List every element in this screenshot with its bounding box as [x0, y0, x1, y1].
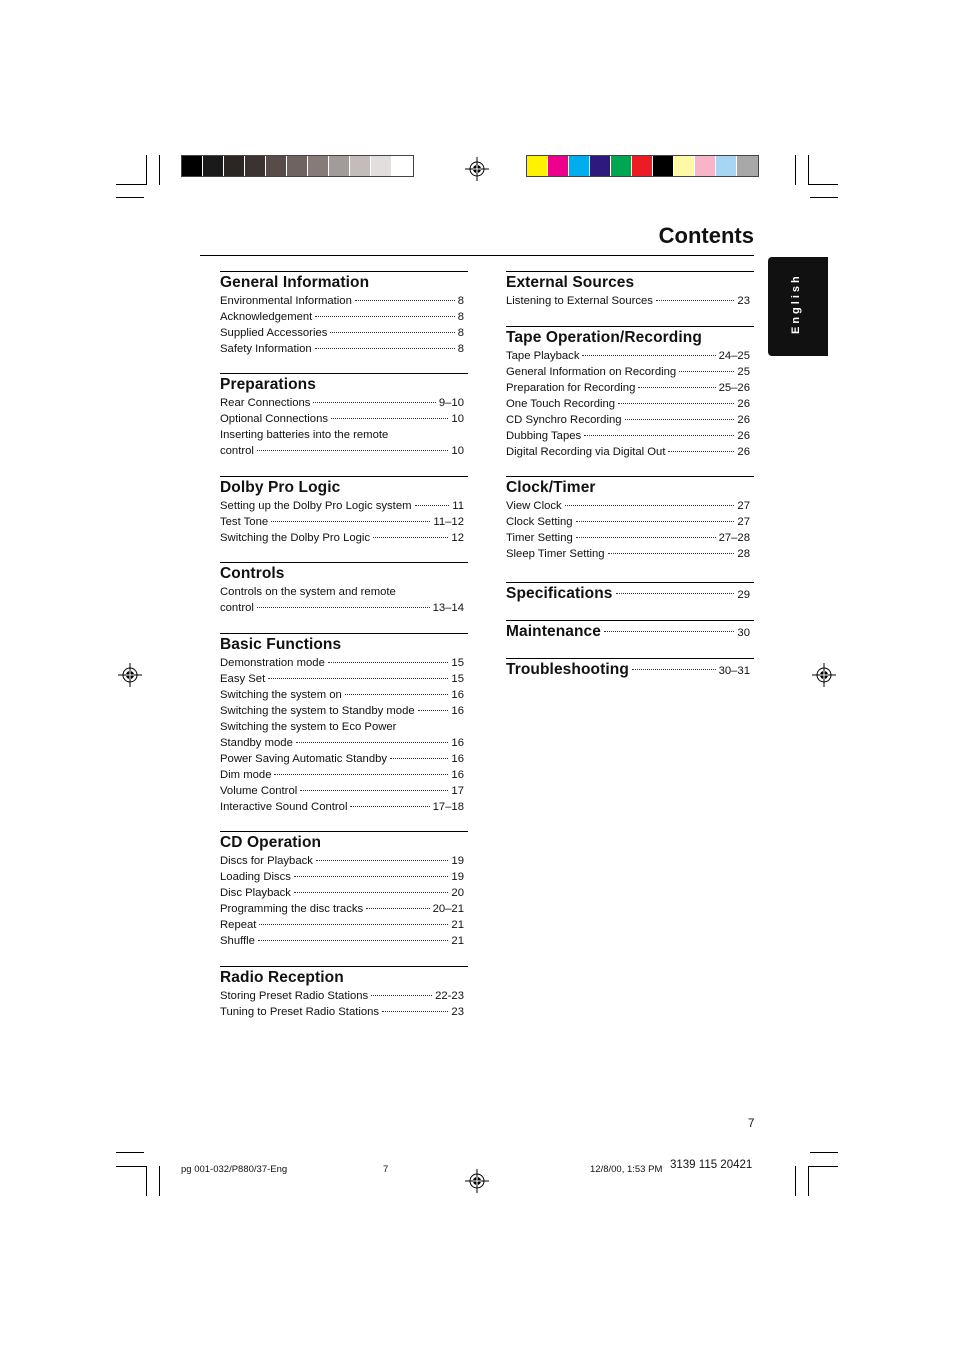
footer-page: 7 — [383, 1164, 389, 1175]
color-calibration-bar — [526, 155, 759, 177]
toc-entry[interactable] — [506, 348, 754, 364]
entry-label: Clock Setting — [506, 516, 573, 528]
page-ref: 26 — [737, 398, 750, 410]
toc-entry[interactable] — [220, 395, 468, 411]
entry-label: Shuffle — [220, 935, 255, 947]
color-swatch — [182, 156, 203, 176]
contents-section — [506, 578, 754, 604]
leader-dots — [382, 1011, 448, 1012]
leader-dots — [259, 924, 448, 925]
page-ref: 22-23 — [435, 990, 464, 1002]
entry-label: control — [220, 445, 254, 457]
entry-label: Switching the system on — [220, 689, 342, 701]
page-ref: 28 — [737, 548, 750, 560]
leader-dots — [274, 774, 448, 775]
page-ref: 16 — [451, 689, 464, 701]
entry-label: Sleep Timer Setting — [506, 548, 605, 560]
leader-dots — [316, 860, 449, 861]
toc-entry[interactable] — [220, 799, 468, 815]
leader-dots — [258, 940, 448, 941]
leader-dots — [625, 419, 735, 420]
entry-label: Dim mode — [220, 769, 272, 781]
section-heading: Tape Operation/Recording — [506, 329, 702, 346]
contents-section — [506, 476, 754, 562]
color-swatch — [329, 156, 350, 176]
page-ref: 15 — [451, 673, 464, 685]
grayscale-calibration-bar — [181, 155, 414, 177]
entry-label: Tape Playback — [506, 350, 580, 362]
leader-dots — [371, 995, 432, 996]
section-heading: Controls — [220, 565, 285, 582]
leader-dots — [632, 669, 716, 670]
page-ref: 21 — [451, 935, 464, 947]
color-swatch — [653, 156, 674, 176]
leader-dots — [268, 678, 448, 679]
toc-entry[interactable] — [220, 885, 468, 901]
toc-entry[interactable] — [506, 396, 754, 412]
leader-dots — [616, 593, 735, 594]
contents-section — [220, 633, 468, 815]
page-ref: 12 — [451, 532, 464, 544]
toc-entry[interactable] — [220, 853, 468, 869]
leader-dots — [608, 553, 735, 554]
entry-label: Switching the Dolby Pro Logic — [220, 532, 371, 544]
contents-section — [506, 326, 754, 460]
page-ref: 21 — [451, 919, 464, 931]
leader-dots — [294, 876, 448, 877]
leader-dots — [315, 348, 455, 349]
registration-mark-icon — [118, 663, 142, 687]
entry-label: One Touch Recording — [506, 398, 616, 410]
entry-label: Setting up the Dolby Pro Logic system — [220, 500, 412, 512]
leader-dots — [328, 662, 449, 663]
leader-dots — [418, 710, 449, 711]
entry-label: Rear Connections — [220, 397, 311, 409]
toc-entry[interactable] — [220, 719, 468, 735]
section-rule — [220, 271, 468, 272]
entry-label: control — [220, 602, 254, 614]
color-swatch — [245, 156, 266, 176]
page-ref: 10 — [451, 445, 464, 457]
toc-entry[interactable] — [220, 735, 468, 751]
section-rule — [506, 326, 754, 327]
toc-entry[interactable] — [220, 783, 468, 799]
page-ref: 17 — [451, 785, 464, 797]
leader-dots — [390, 758, 448, 759]
entry-label: Switching the system to Standby mode — [220, 705, 415, 717]
color-swatch — [308, 156, 329, 176]
section-rule — [220, 831, 468, 832]
entry-label: Volume Control — [220, 785, 298, 797]
section-rule — [220, 633, 468, 634]
page-ref: 16 — [451, 753, 464, 765]
toc-entry[interactable] — [220, 600, 468, 616]
color-swatch — [590, 156, 611, 176]
toc-entry[interactable] — [220, 869, 468, 885]
section-heading: Radio Reception — [220, 969, 344, 986]
entry-label: Power Saving Automatic Standby — [220, 753, 388, 765]
toc-entry[interactable] — [220, 584, 468, 600]
leader-dots — [656, 300, 734, 301]
page-ref: 11 — [452, 500, 464, 512]
section-heading: CD Operation — [220, 834, 322, 851]
entry-label: Interactive Sound Control — [220, 801, 348, 813]
leader-dots — [330, 332, 454, 333]
contents-section — [220, 831, 468, 949]
color-swatch — [371, 156, 392, 176]
page-ref: 17–18 — [432, 801, 464, 813]
page-ref: 26 — [737, 446, 750, 458]
entry-label: Easy Set — [220, 673, 266, 685]
page-ref: 27–28 — [718, 532, 750, 544]
page-ref: 8 — [457, 295, 464, 307]
page-ref: 30–31 — [718, 665, 750, 677]
page-ref: 25–26 — [718, 382, 750, 394]
footer-timestamp: 12/8/00, 1:53 PM — [590, 1164, 663, 1175]
color-swatch — [266, 156, 287, 176]
color-swatch — [632, 156, 653, 176]
section-rule — [220, 562, 468, 563]
entry-label: Programming the disc tracks — [220, 903, 364, 915]
leader-dots — [638, 387, 715, 388]
toc-entry[interactable] — [506, 293, 754, 309]
toc-entry[interactable] — [506, 428, 754, 444]
footer-code: 3139 115 20421 — [670, 1159, 753, 1171]
color-swatch — [716, 156, 737, 176]
toc-entry[interactable] — [506, 444, 754, 460]
entry-label: Standby mode — [220, 737, 293, 749]
page-ref: 10 — [451, 413, 464, 425]
color-swatch — [527, 156, 548, 176]
leader-dots — [576, 537, 716, 538]
registration-mark-icon — [812, 663, 836, 687]
page-ref: 8 — [457, 343, 464, 355]
entry-label: Demonstration mode — [220, 657, 325, 669]
section-heading-entry[interactable] — [506, 660, 754, 680]
toc-entry[interactable] — [506, 514, 754, 530]
leader-dots — [668, 451, 734, 452]
leader-dots — [350, 806, 429, 807]
entry-label: Preparation for Recording — [506, 382, 636, 394]
leader-dots — [345, 694, 449, 695]
section-rule — [506, 476, 754, 477]
toc-entry[interactable] — [506, 364, 754, 380]
section-rule — [506, 582, 754, 583]
toc-entry[interactable] — [220, 427, 468, 443]
toc-entry[interactable] — [220, 988, 468, 1004]
title-rule — [200, 255, 754, 256]
contents-section — [506, 271, 754, 309]
entry-label: Tuning to Preset Radio Stations — [220, 1006, 380, 1018]
toc-entry[interactable] — [506, 380, 754, 396]
page-ref: 11–12 — [433, 516, 464, 528]
leader-dots — [415, 505, 450, 506]
toc-entry[interactable] — [220, 293, 468, 309]
entry-label: Switching the system to Eco Power — [220, 721, 397, 733]
leader-dots — [296, 742, 449, 743]
toc-entry[interactable] — [220, 767, 468, 783]
color-swatch — [392, 156, 413, 176]
leader-dots — [373, 537, 448, 538]
toc-entry[interactable] — [506, 530, 754, 546]
page-ref: 24–25 — [718, 350, 750, 362]
page-ref: 20 — [451, 887, 464, 899]
toc-entry[interactable] — [220, 703, 468, 719]
contents-section — [220, 373, 468, 459]
leader-dots — [604, 631, 734, 632]
leader-dots — [331, 418, 448, 419]
toc-entry[interactable] — [220, 443, 468, 459]
page-ref: 29 — [737, 589, 750, 601]
toc-entry[interactable] — [220, 655, 468, 671]
page-ref: 25 — [737, 366, 750, 378]
entry-label: Storing Preset Radio Stations — [220, 990, 369, 1002]
entry-label: View Clock — [506, 500, 562, 512]
page-ref: 19 — [451, 871, 464, 883]
page-ref: 23 — [737, 295, 750, 307]
contents-section — [220, 562, 468, 616]
page-ref: 16 — [451, 737, 464, 749]
toc-entry[interactable] — [506, 546, 754, 562]
color-swatch — [548, 156, 569, 176]
page-ref: 13–14 — [432, 602, 464, 614]
color-swatch — [737, 156, 758, 176]
section-rule — [506, 620, 754, 621]
section-heading: Preparations — [220, 376, 316, 393]
section-heading: Clock/Timer — [506, 479, 596, 496]
toc-entry[interactable] — [220, 325, 468, 341]
page-ref: 27 — [737, 516, 750, 528]
toc-entry[interactable] — [506, 498, 754, 514]
contents-section — [220, 966, 468, 1020]
leader-dots — [355, 300, 455, 301]
leader-dots — [584, 435, 734, 436]
toc-entry[interactable] — [220, 498, 468, 514]
leader-dots — [313, 402, 435, 403]
entry-label: Supplied Accessories — [220, 327, 328, 339]
entry-label: General Information on Recording — [506, 366, 677, 378]
page-ref: 8 — [457, 327, 464, 339]
entry-label: Timer Setting — [506, 532, 573, 544]
color-swatch — [203, 156, 224, 176]
entry-label: Inserting batteries into the remote — [220, 429, 389, 441]
toc-entry[interactable] — [220, 309, 468, 325]
leader-dots — [257, 450, 449, 451]
contents-section — [506, 616, 754, 642]
entry-label: Repeat — [220, 919, 257, 931]
toc-entry[interactable] — [220, 530, 468, 546]
section-heading: Maintenance — [506, 623, 601, 640]
section-rule — [506, 271, 754, 272]
page-ref: 16 — [451, 705, 464, 717]
color-swatch — [611, 156, 632, 176]
section-heading: Basic Functions — [220, 636, 342, 653]
leader-dots — [257, 607, 430, 608]
page-ref: 9–10 — [438, 397, 464, 409]
entry-label: Test Tone — [220, 516, 269, 528]
section-rule — [220, 476, 468, 477]
entry-label: Listening to External Sources — [506, 295, 653, 307]
language-tab-label: English — [790, 273, 802, 334]
page-ref: 30 — [737, 627, 750, 639]
toc-entry[interactable] — [220, 933, 468, 949]
page-ref: 26 — [737, 430, 750, 442]
page-ref: 8 — [457, 311, 464, 323]
toc-entry[interactable] — [220, 901, 468, 917]
color-swatch — [224, 156, 245, 176]
leader-dots — [271, 521, 430, 522]
entry-label: Disc Playback — [220, 887, 291, 899]
leader-dots — [679, 371, 734, 372]
section-heading: Troubleshooting — [506, 661, 629, 678]
toc-entry[interactable] — [220, 671, 468, 687]
entry-label: CD Synchro Recording — [506, 414, 622, 426]
entry-label: Optional Connections — [220, 413, 329, 425]
registration-mark-icon — [465, 157, 489, 181]
page-ref: 23 — [451, 1006, 464, 1018]
color-swatch — [695, 156, 716, 176]
entry-label: Dubbing Tapes — [506, 430, 582, 442]
contents-section — [506, 654, 754, 680]
toc-entry[interactable] — [506, 412, 754, 428]
toc-entry[interactable] — [220, 1004, 468, 1020]
page-ref: 20–21 — [432, 903, 464, 915]
entry-label: Environmental Information — [220, 295, 352, 307]
leader-dots — [618, 403, 734, 404]
toc-entry[interactable] — [220, 917, 468, 933]
section-heading: Specifications — [506, 585, 613, 602]
leader-dots — [366, 908, 429, 909]
section-heading: Dolby Pro Logic — [220, 479, 341, 496]
color-swatch — [287, 156, 308, 176]
section-rule — [506, 658, 754, 659]
contents-section — [220, 271, 468, 357]
entry-label: Safety Information — [220, 343, 312, 355]
leader-dots — [582, 355, 715, 356]
leader-dots — [315, 316, 454, 317]
entry-label: Loading Discs — [220, 871, 291, 883]
section-heading: General Information — [220, 274, 370, 291]
page-ref: 19 — [451, 855, 464, 867]
toc-entry[interactable] — [220, 687, 468, 703]
toc-entry[interactable] — [220, 411, 468, 427]
color-swatch — [569, 156, 590, 176]
color-swatch — [350, 156, 371, 176]
leader-dots — [576, 521, 735, 522]
entry-label: Discs for Playback — [220, 855, 313, 867]
entry-label: Acknowledgement — [220, 311, 313, 323]
section-heading-entry[interactable] — [506, 584, 754, 604]
page-ref: 16 — [451, 769, 464, 781]
page-ref: 27 — [737, 500, 750, 512]
page-ref: 26 — [737, 414, 750, 426]
registration-mark-icon — [465, 1169, 489, 1193]
footer-file: pg 001-032/P880/37-Eng — [181, 1164, 288, 1175]
entry-label: Controls on the system and remote — [220, 586, 396, 598]
leader-dots — [294, 892, 448, 893]
section-rule — [220, 966, 468, 967]
toc-entry[interactable] — [220, 751, 468, 767]
leader-dots — [565, 505, 735, 506]
entry-label: Digital Recording via Digital Out — [506, 446, 666, 458]
leader-dots — [300, 790, 448, 791]
page-title: Contents — [658, 223, 754, 248]
section-heading-entry[interactable] — [506, 622, 754, 642]
section-rule — [220, 373, 468, 374]
contents-section — [220, 476, 468, 546]
toc-entry[interactable] — [220, 514, 468, 530]
toc-entry[interactable] — [220, 341, 468, 357]
section-heading: External Sources — [506, 274, 635, 291]
page-ref: 15 — [451, 657, 464, 669]
color-swatch — [674, 156, 695, 176]
page-number: 7 — [748, 1118, 755, 1130]
